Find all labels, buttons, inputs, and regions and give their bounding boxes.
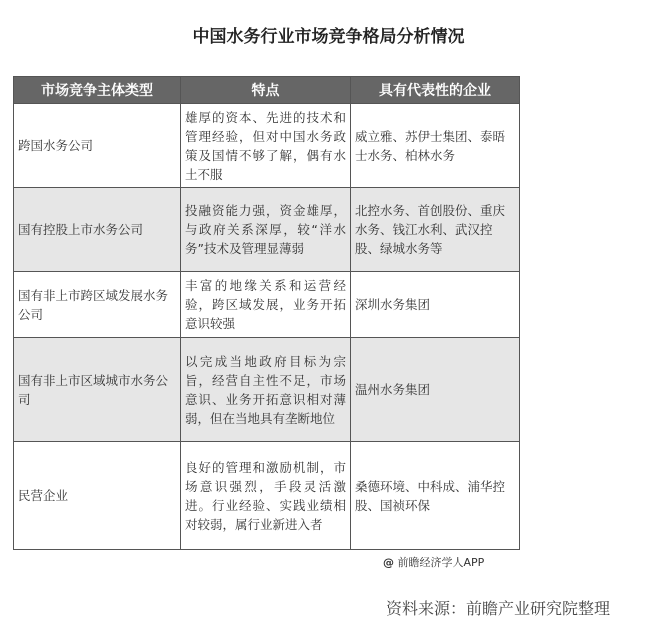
- cell-features: 丰富的地缘关系和运营经验，跨区域发展，业务开拓意识较强: [181, 272, 351, 338]
- cell-type: 国有控股上市水务公司: [14, 188, 181, 272]
- cell-companies: 深圳水务集团: [351, 272, 520, 338]
- app-credit-text: 前瞻经济学人APP: [397, 556, 485, 569]
- cell-features: 投融资能力强，资金雄厚，与政府关系深厚，较“洋水务”技术及管理显薄弱: [181, 188, 351, 272]
- cell-type: 跨国水务公司: [14, 104, 181, 188]
- cell-features: 以完成当地政府目标为宗旨，经营自主性不足，市场意识、业务开拓意识相对薄弱，但在当地具有垄断地位: [181, 338, 351, 442]
- page-title: 中国水务行业市场竞争格局分析情况: [192, 27, 465, 47]
- at-symbol: @: [383, 556, 394, 569]
- competition-table: [13, 76, 520, 550]
- cell-type: 国有非上市区域城市水务公司: [14, 338, 181, 442]
- header-features: 特点: [181, 77, 351, 104]
- app-credit: [383, 554, 484, 570]
- table-row: [14, 272, 520, 338]
- cell-features: 雄厚的资本、先进的技术和管理经验，但对中国水务政策及国情不够了解，偶有水土不服: [181, 104, 351, 188]
- cell-companies: 北控水务、首创股份、重庆水务、钱江水利、武汉控股、绿城水务等: [351, 188, 520, 272]
- table-row: [14, 442, 520, 550]
- table-row: [14, 188, 520, 272]
- table-header-row: [14, 77, 520, 104]
- header-type: 市场竞争主体类型: [14, 77, 181, 104]
- table-row: [14, 338, 520, 442]
- cell-companies: 温州水务集团: [351, 338, 520, 442]
- source-note: 资料来源：前瞻产业研究院整理: [386, 599, 611, 618]
- header-companies: 具有代表性的企业: [351, 77, 520, 104]
- cell-features: 良好的管理和激励机制，市场意识强烈，手段灵活激进。行业经验、实践业绩相对较弱，属行业新进入者: [181, 442, 351, 550]
- cell-type: 民营企业: [14, 442, 181, 550]
- cell-type: 国有非上市跨区域发展水务公司: [14, 272, 181, 338]
- cell-companies: 桑德环境、中科成、浦华控股、国祯环保: [351, 442, 520, 550]
- cell-companies: 威立雅、苏伊士集团、泰晤士水务、柏林水务: [351, 104, 520, 188]
- table-row: [14, 104, 520, 188]
